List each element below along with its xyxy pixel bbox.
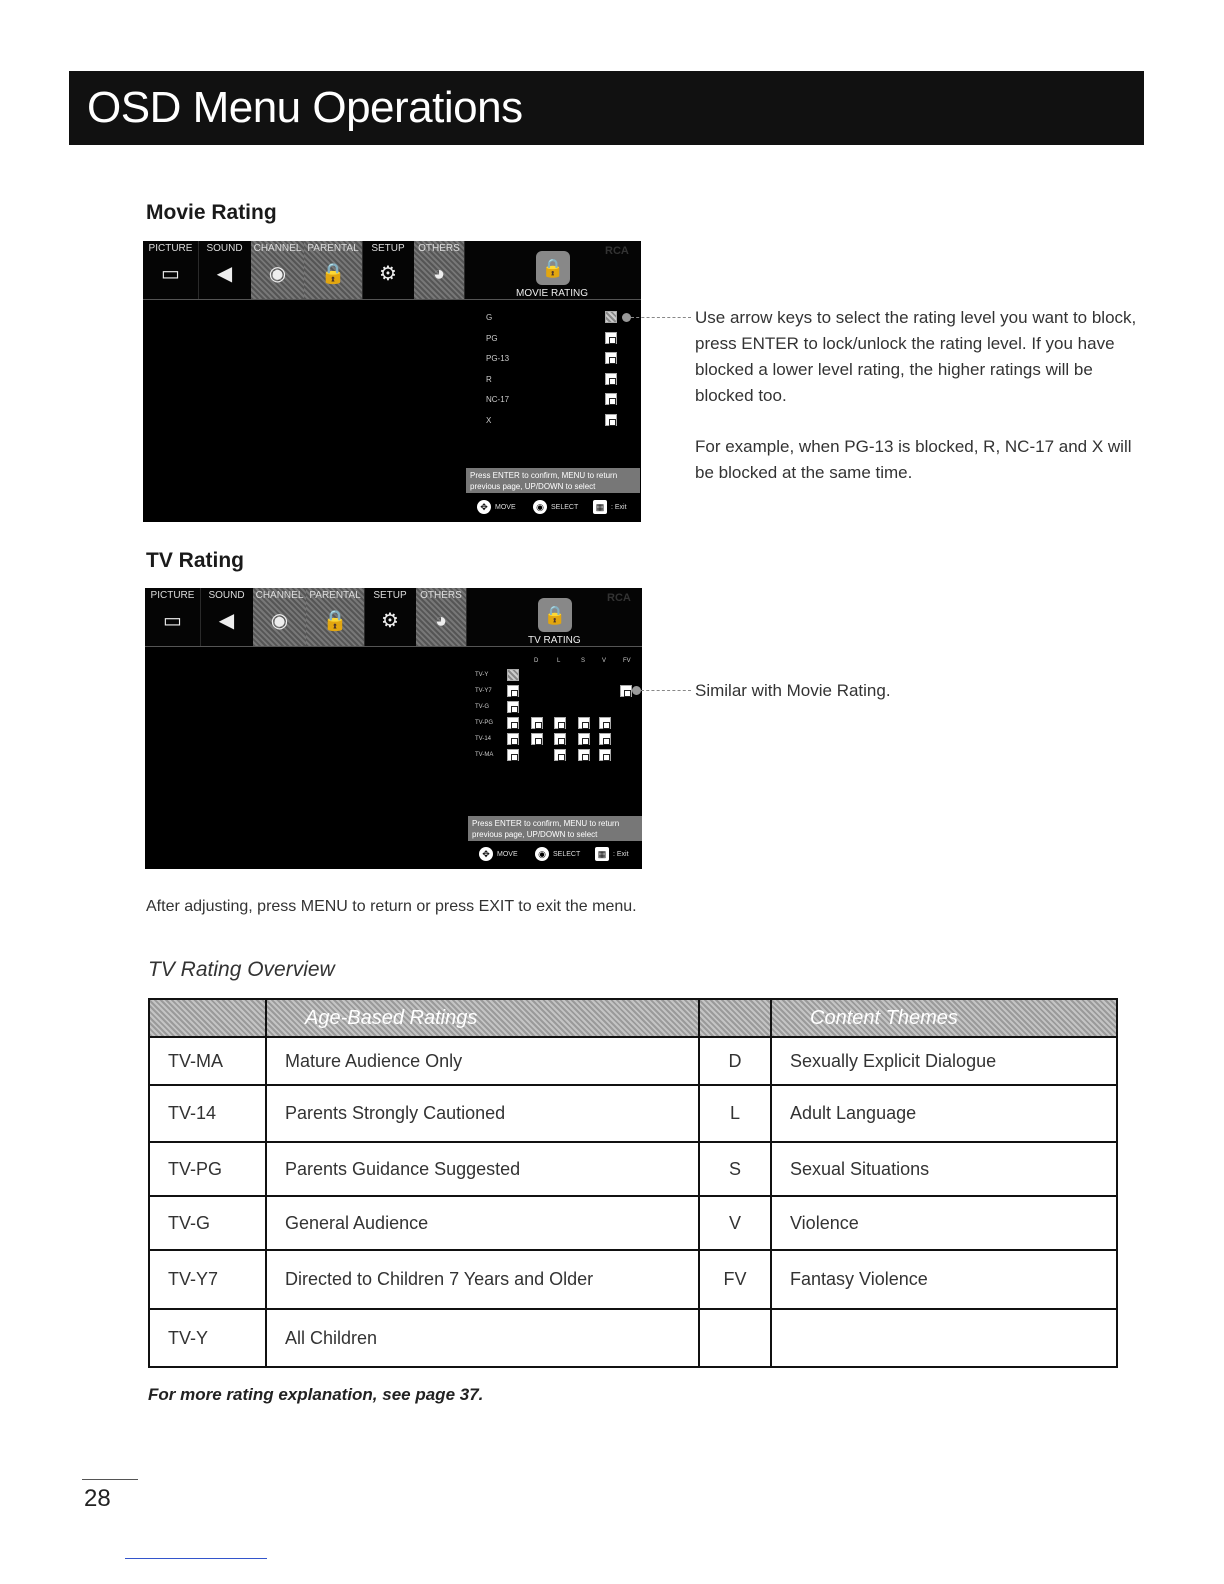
tv-rating-label: TV RATING <box>528 635 581 646</box>
column-header: S <box>581 658 586 664</box>
lock-checkbox[interactable] <box>578 749 590 761</box>
lock-checkbox[interactable] <box>599 717 611 729</box>
table-header-row <box>149 999 1117 1037</box>
rating-cell: TV-G <box>149 1196 266 1250</box>
tab-parental[interactable]: PARENTAL 🔒 <box>304 241 363 299</box>
tab-picture[interactable]: PICTURE ▭ <box>143 241 199 299</box>
osd-menu-bar <box>145 588 642 647</box>
rating-label: X <box>486 415 492 425</box>
lock-checkbox[interactable] <box>578 717 590 729</box>
rating-label: TV-Y7 <box>475 688 492 694</box>
movie-description-2: For example, when PG-13 is blocked, R, NC-17 and X will be blocked at the same time. <box>695 437 1132 482</box>
tab-parental[interactable]: PARENTAL 🔒 <box>306 588 365 646</box>
brand-logo: RCA <box>605 245 629 257</box>
footer-select: SELECT <box>553 851 581 858</box>
lock-checkbox[interactable] <box>599 749 611 761</box>
rating-cell: TV-14 <box>149 1085 266 1142</box>
rating-label: G <box>486 313 493 322</box>
tab-picture[interactable]: PICTURE ▭ <box>145 588 201 646</box>
age-description-cell: All Children <box>266 1309 699 1367</box>
column-header: L <box>557 658 561 664</box>
lock-checkbox[interactable] <box>605 311 617 323</box>
tab-others[interactable]: OTHERS ◕ <box>416 588 467 646</box>
column-header: V <box>602 658 607 664</box>
header-cell <box>699 999 771 1037</box>
gear-icon: ⚙ <box>379 263 397 285</box>
theme-description-cell: Sexually Explicit Dialogue <box>771 1037 1117 1085</box>
tab-sound[interactable]: SOUND ◀ <box>200 588 254 646</box>
table-row <box>149 1142 1117 1196</box>
satellite-icon: ◉ <box>268 263 287 285</box>
column-header: D <box>534 658 539 664</box>
lock-icon: 🔒 <box>322 610 348 632</box>
callout-line <box>631 317 691 318</box>
theme-description-cell: Violence <box>771 1196 1117 1250</box>
after-adjusting-note: After adjusting, press MENU to return or press EXIT to exit the menu. <box>146 898 637 915</box>
tv-icon: ▭ <box>163 610 182 632</box>
speaker-icon: ◀ <box>218 610 235 632</box>
tv-rating-screen <box>145 588 642 869</box>
osd-menu-bar <box>143 241 641 300</box>
rating-label: PG-13 <box>486 354 510 363</box>
table-row <box>149 1085 1117 1142</box>
lock-checkbox[interactable] <box>605 352 617 364</box>
speaker-icon: ◀ <box>216 263 233 285</box>
osd-hint: Press ENTER to confirm, MENU to return previous page, UP/DOWN to select <box>468 816 642 841</box>
parental-lock-icon: 🔒 <box>538 598 572 632</box>
lock-checkbox[interactable] <box>507 669 519 681</box>
theme-code-cell <box>699 1309 771 1367</box>
lock-checkbox[interactable] <box>605 373 617 385</box>
theme-description-cell: Fantasy Violence <box>771 1250 1117 1309</box>
content-themes-header: Content Themes <box>771 999 1117 1037</box>
lock-checkbox[interactable] <box>605 393 617 405</box>
footer-exit: : Exit <box>613 851 629 858</box>
theme-description-cell: Adult Language <box>771 1085 1117 1142</box>
tab-channel[interactable]: CHANNEL ◉ <box>253 588 307 646</box>
theme-code-cell: FV <box>699 1250 771 1309</box>
tv-description: Similar with Movie Rating. <box>695 681 891 700</box>
osd-hint: Press ENTER to confirm, MENU to return previous page, UP/DOWN to select <box>466 468 640 493</box>
page-number: 28 <box>84 1485 111 1512</box>
tv-icon: ▭ <box>161 263 180 285</box>
tab-channel[interactable]: CHANNEL ◉ <box>251 241 305 299</box>
footer-select: SELECT <box>551 504 579 511</box>
lock-checkbox[interactable] <box>531 733 543 745</box>
divider <box>82 1479 138 1480</box>
lock-checkbox[interactable] <box>507 749 519 761</box>
parental-lock-icon: 🔒 <box>536 251 570 285</box>
brand-logo: RCA <box>607 592 631 604</box>
move-icon: ✥ <box>477 500 491 514</box>
age-description-cell: Parents Strongly Cautioned <box>266 1085 699 1142</box>
others-icon: ◕ <box>432 263 446 285</box>
lock-icon: 🔒 <box>320 263 346 285</box>
rating-label: TV-MA <box>475 752 494 758</box>
lock-checkbox[interactable] <box>605 332 617 344</box>
table-row <box>149 1196 1117 1250</box>
others-icon: ◕ <box>434 610 448 632</box>
tab-others[interactable]: OTHERS ◕ <box>414 241 465 299</box>
callout-line <box>641 690 691 691</box>
gear-icon: ⚙ <box>381 610 399 632</box>
column-header: FV <box>623 658 631 664</box>
theme-code-cell: S <box>699 1142 771 1196</box>
theme-code-cell: L <box>699 1085 771 1142</box>
lock-checkbox[interactable] <box>620 685 632 697</box>
lock-checkbox[interactable] <box>554 733 566 745</box>
age-description-cell: Directed to Children 7 Years and Older <box>266 1250 699 1309</box>
table-row <box>149 1250 1117 1309</box>
age-description-cell: Mature Audience Only <box>266 1037 699 1085</box>
movie-description-1: Use arrow keys to select the rating level you want to block, press ENTER to lock/unlock the rating level. If you have blocked a lower level rating, the higher ratings will be blocked too. <box>695 308 1137 405</box>
rating-cell: TV-Y7 <box>149 1250 266 1309</box>
rating-label: TV-Y <box>475 672 489 678</box>
movie-rating-title: Movie Rating <box>146 201 277 224</box>
theme-code-cell: V <box>699 1196 771 1250</box>
lock-checkbox[interactable] <box>507 717 519 729</box>
rating-cell: TV-PG <box>149 1142 266 1196</box>
page-title: OSD Menu Operations <box>87 83 523 132</box>
movie-rating-screen <box>143 241 641 522</box>
rating-label: PG <box>486 333 498 343</box>
lock-checkbox[interactable] <box>507 733 519 745</box>
theme-description-cell: Sexual Situations <box>771 1142 1117 1196</box>
rating-label: TV-14 <box>475 736 492 742</box>
tv-rating-overview-table <box>148 998 1118 1368</box>
select-icon: ◉ <box>535 847 549 861</box>
rating-label: TV-PG <box>475 720 494 726</box>
tab-setup[interactable]: SETUP ⚙ <box>362 241 415 299</box>
table-row <box>149 1309 1117 1367</box>
move-icon: ✥ <box>479 847 493 861</box>
age-description-cell: Parents Guidance Suggested <box>266 1142 699 1196</box>
age-based-header: Age-Based Ratings <box>266 999 699 1037</box>
lock-checkbox[interactable] <box>554 717 566 729</box>
select-icon: ◉ <box>533 500 547 514</box>
exit-icon: ▦ <box>595 847 609 861</box>
exit-icon: ▦ <box>593 500 607 514</box>
rating-label: TV-G <box>475 704 490 710</box>
footer-move: MOVE <box>497 851 518 858</box>
lock-checkbox[interactable] <box>531 717 543 729</box>
table-row <box>149 1037 1117 1085</box>
footer-move: MOVE <box>495 504 516 511</box>
age-description-cell: General Audience <box>266 1196 699 1250</box>
lock-checkbox[interactable] <box>599 733 611 745</box>
callout-dot <box>632 686 641 695</box>
page-header-banner <box>69 71 1144 145</box>
lock-checkbox[interactable] <box>554 749 566 761</box>
lock-checkbox[interactable] <box>578 733 590 745</box>
satellite-icon: ◉ <box>270 610 289 632</box>
lock-checkbox[interactable] <box>507 701 519 713</box>
theme-description-cell <box>771 1309 1117 1367</box>
overview-title: TV Rating Overview <box>148 958 335 981</box>
lock-checkbox[interactable] <box>605 414 617 426</box>
rating-label: NC-17 <box>486 395 510 404</box>
divider <box>125 1558 267 1559</box>
rating-cell: TV-Y <box>149 1309 266 1367</box>
header-cell <box>149 999 266 1037</box>
tab-sound[interactable]: SOUND ◀ <box>198 241 252 299</box>
tab-setup[interactable]: SETUP ⚙ <box>364 588 417 646</box>
rating-label: R <box>486 374 492 384</box>
callout-dot <box>622 313 631 322</box>
lock-checkbox[interactable] <box>507 685 519 697</box>
footer-exit: : Exit <box>611 504 627 511</box>
rating-cell: TV-MA <box>149 1037 266 1085</box>
tv-rating-title: TV Rating <box>146 549 244 572</box>
theme-code-cell: D <box>699 1037 771 1085</box>
movie-rating-label: MOVIE RATING <box>516 288 589 299</box>
footnote: For more rating explanation, see page 37. <box>148 1385 484 1404</box>
